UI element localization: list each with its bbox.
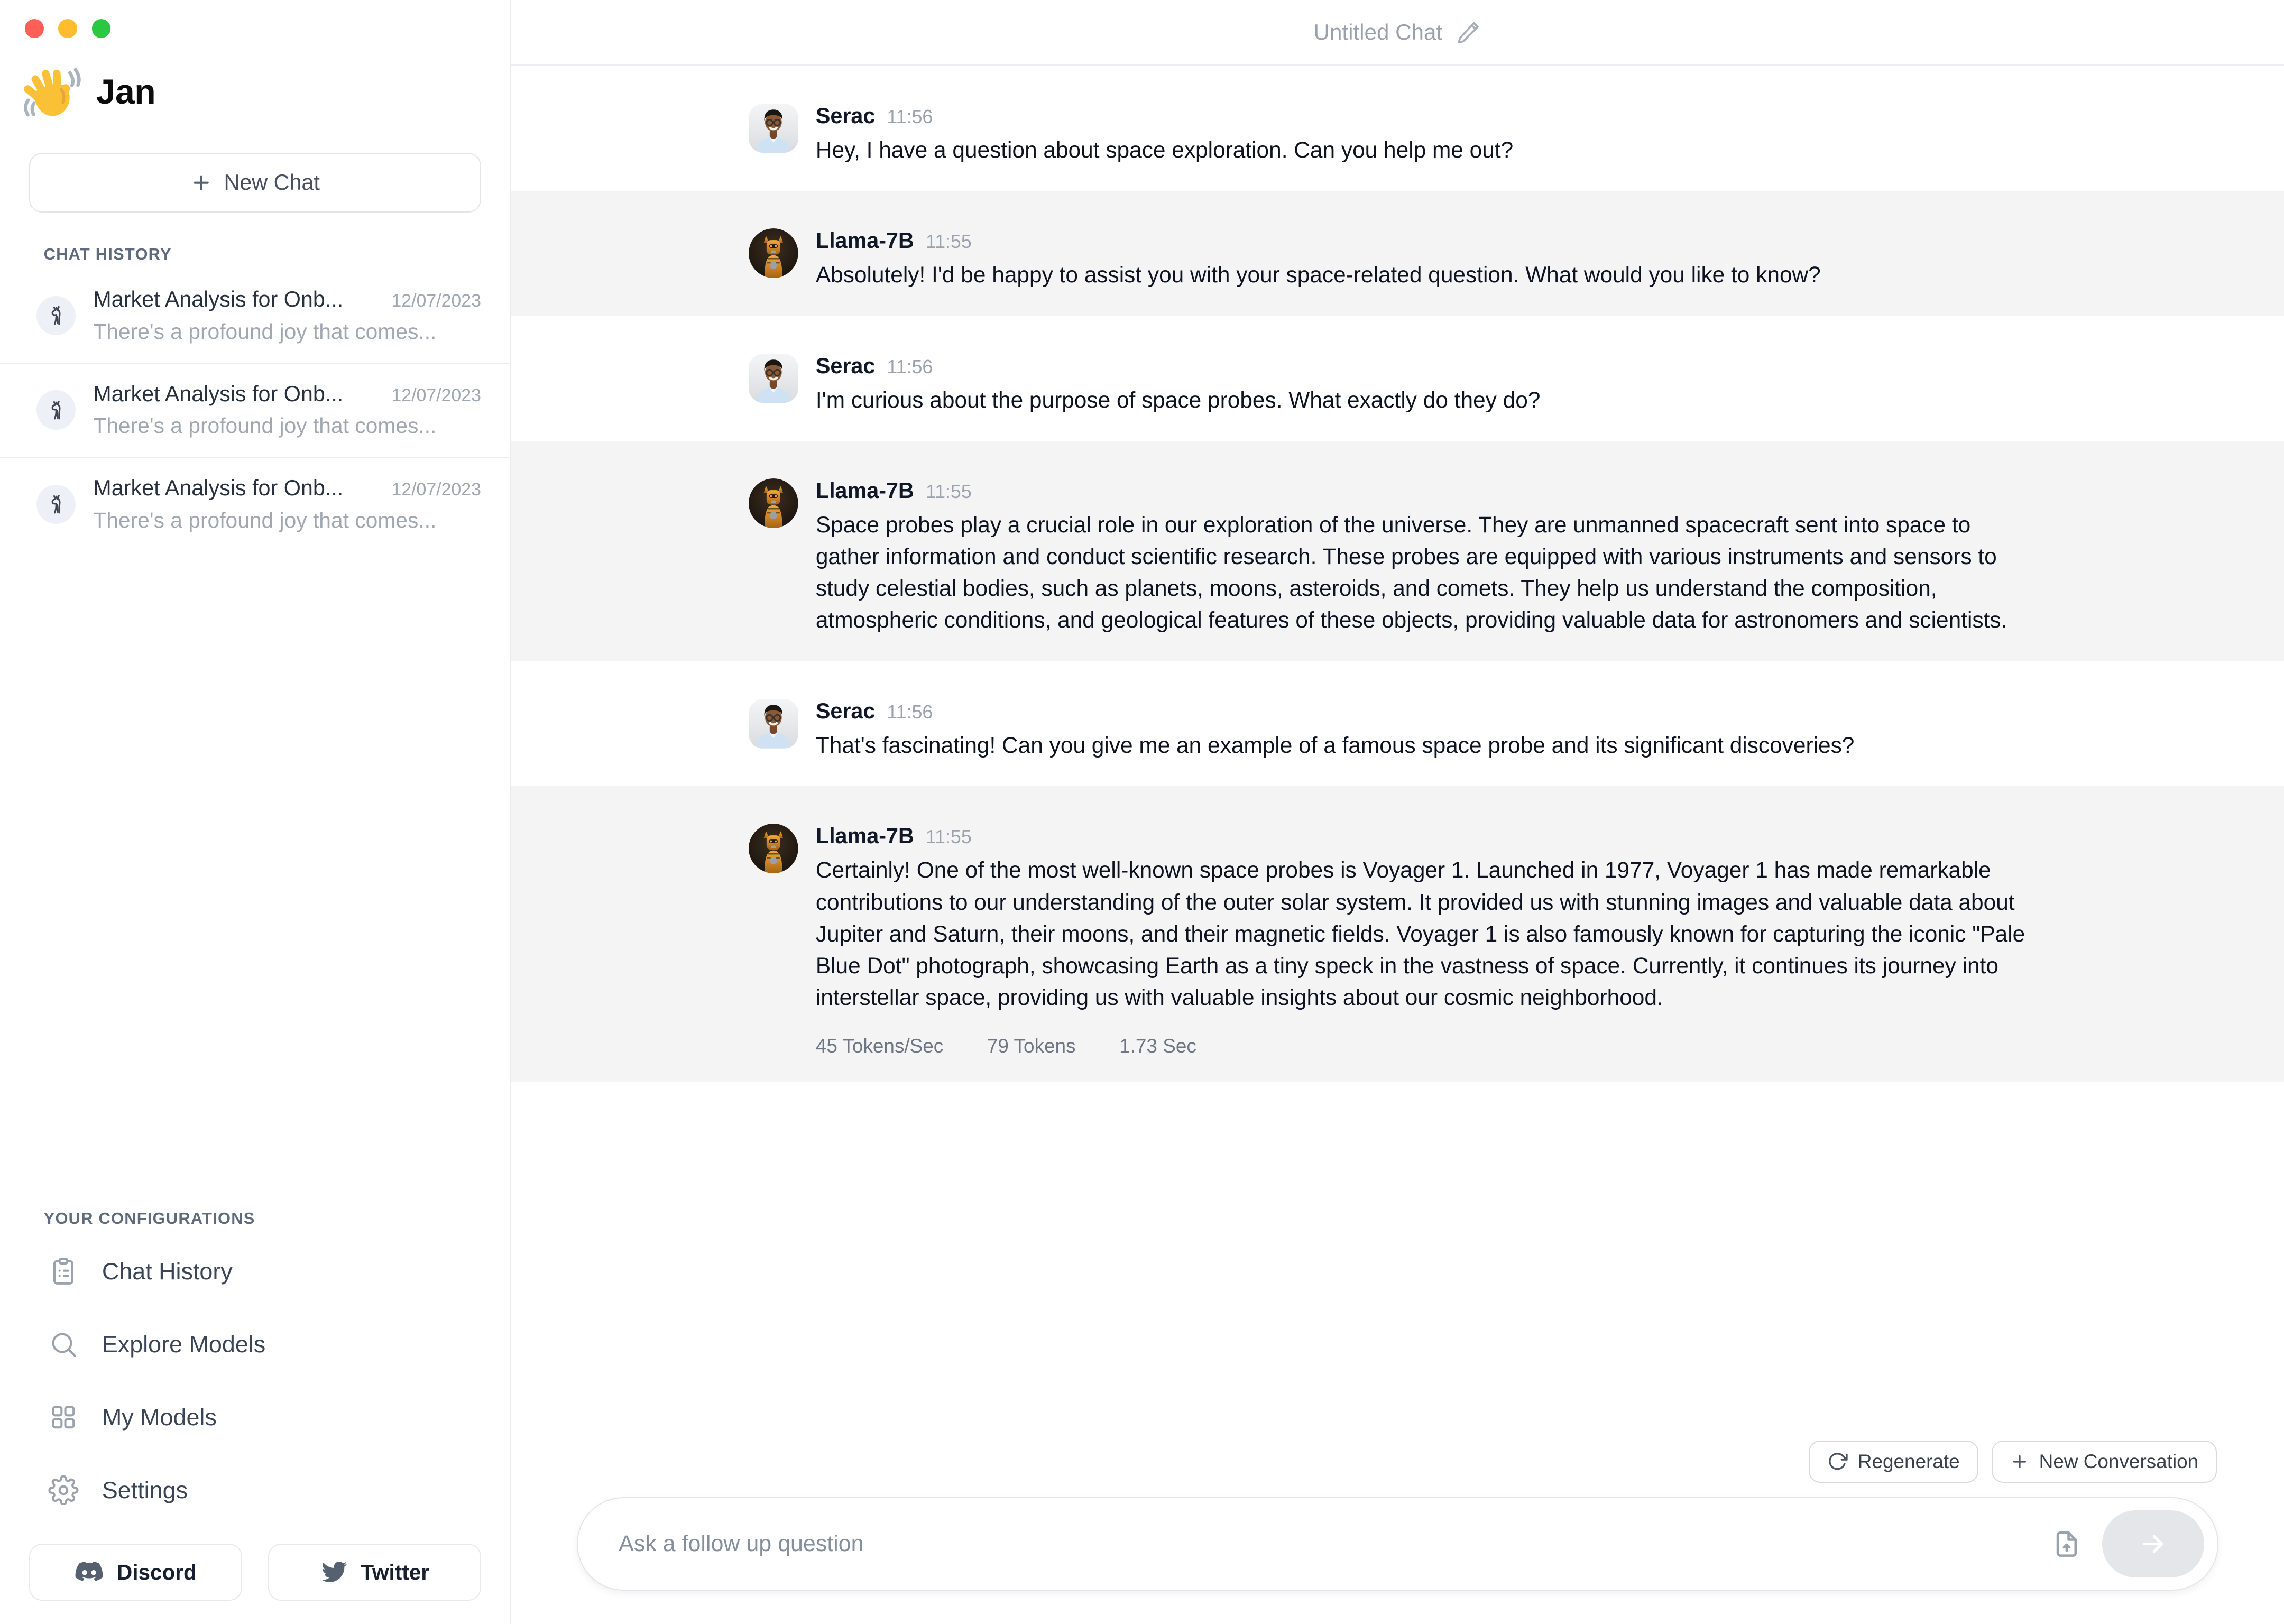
message-text: That's fascinating! Can you give me an example of a famous space probe and its significant discoveries? — [815, 732, 1855, 758]
serac-avatar — [749, 354, 798, 403]
gear-icon — [48, 1475, 79, 1506]
new-chat-button[interactable] — [29, 153, 481, 213]
message-row — [511, 191, 2284, 316]
sidebar — [0, 0, 511, 1624]
regenerate-label: Regenerate — [1857, 1450, 1960, 1472]
message-author: Serac — [815, 353, 876, 378]
generation-stats — [816, 1035, 2037, 1057]
send-button[interactable] — [2102, 1510, 2204, 1577]
minimize-window-button[interactable] — [58, 19, 77, 38]
sidebar-item-label: Settings — [102, 1476, 188, 1503]
llama-icon — [36, 296, 76, 335]
new-conversation-label: New Conversation — [2039, 1450, 2199, 1472]
message-time: 11:55 — [925, 481, 972, 503]
response-actions — [1809, 1441, 2217, 1483]
message-text: Absolutely! I'd be happy to assist you with your space-related question. What would you like to know? — [815, 262, 1821, 288]
chat-history-item[interactable] — [0, 458, 510, 552]
message-author: Llama-7B — [815, 478, 914, 503]
chat-history-item-title: Market Analysis for Onb... — [93, 287, 344, 311]
message-time: 11:56 — [887, 106, 933, 127]
attach-file-button[interactable] — [2051, 1529, 2082, 1560]
message-author: Serac — [815, 103, 876, 128]
serac-avatar — [749, 104, 798, 153]
edit-title-button[interactable] — [1456, 19, 1482, 45]
llama-7b-avatar — [749, 228, 798, 278]
configurations-section — [0, 1209, 510, 1527]
discord-icon — [75, 1561, 104, 1583]
app-name: Jan — [96, 72, 156, 112]
message-author: Llama-7B — [815, 824, 914, 848]
sidebar-item-chat-history[interactable] — [0, 1235, 510, 1308]
chat-history-item-date: 12/07/2023 — [391, 479, 481, 500]
chat-history-item-title: Market Analysis for Onb... — [93, 476, 344, 501]
clipboard-icon — [48, 1256, 79, 1287]
llama-icon — [36, 485, 76, 524]
twitter-icon — [320, 1558, 347, 1586]
message-row — [511, 441, 2284, 661]
chat-history-item-date: 12/07/2023 — [391, 385, 481, 405]
tokens-per-sec-stat: 45 Tokens/Sec — [815, 1035, 944, 1057]
message-text: I'm curious about the purpose of space probes. What exactly do they do? — [815, 387, 1541, 412]
message-row — [511, 316, 2284, 441]
chat-title: Untitled Chat — [1313, 19, 1443, 44]
message-text: Certainly! One of the most well-known space probes is Voyager 1. Launched in 1977, Voyager 1 has made remarkable contributions to our understanding of the outer solar system. It provided us with stunning images and valuable data about Jupiter and Saturn, their moons, and their magnetic fields. Voyager 1 is also famously known for capturing the iconic "Pale Blue Dot" photograph, showcasing Earth as a tiny speck in the vastness of space. Currently, it continues its journey into interstellar space, providing us with valuable insights about our cosmic neighborhood. — [815, 857, 2025, 1010]
discord-button[interactable] — [29, 1544, 242, 1600]
sidebar-item-explore-models[interactable] — [0, 1308, 510, 1381]
chat-header — [511, 0, 2284, 66]
message-row — [511, 661, 2284, 786]
chat-history-item-preview: There's a profound joy that comes... — [93, 413, 437, 438]
composer — [577, 1497, 2218, 1590]
discord-button-label: Discord — [116, 1560, 197, 1584]
chat-history-item-preview: There's a profound joy that comes... — [93, 319, 437, 344]
waving-hand-icon — [22, 61, 83, 123]
message-author: Serac — [815, 698, 876, 723]
sidebar-item-label: Explore Models — [102, 1331, 266, 1358]
message-time: 11:56 — [887, 701, 933, 723]
main-panel — [511, 0, 2284, 1624]
message-time: 11:55 — [925, 826, 972, 848]
llama-7b-avatar — [749, 824, 798, 873]
regenerate-button[interactable] — [1809, 1441, 1978, 1483]
regenerate-icon — [1827, 1451, 1848, 1472]
twitter-button-label: Twitter — [361, 1560, 430, 1584]
serac-avatar — [749, 699, 798, 749]
message-time: 11:55 — [925, 231, 972, 253]
plus-icon — [190, 172, 212, 193]
close-window-button[interactable] — [25, 19, 44, 38]
twitter-button[interactable] — [268, 1544, 481, 1600]
llama-7b-avatar — [749, 478, 798, 528]
sidebar-item-label: My Models — [102, 1403, 217, 1431]
message-author: Llama-7B — [815, 228, 914, 253]
file-upload-icon — [2051, 1529, 2082, 1560]
message-text: Space probes play a crucial role in our exploration of the universe. They are unmanned spacecraft sent into space to gather information and conduct scientific research. These probes are equipped with various instruments and sensors to study celestial bodies, such as planets, moons, asteroids, and comets. They help us understand the composition, atmospheric conditions, and geological features of these objects, providing valuable data for astronomers and scientists. — [815, 512, 2007, 633]
chat-history-item[interactable] — [0, 270, 510, 364]
chat-history-list — [0, 270, 510, 552]
grid-icon — [48, 1402, 79, 1433]
chat-history-header: CHAT HISTORY — [43, 244, 172, 263]
duration-stat: 1.73 Sec — [1119, 1035, 1196, 1057]
chat-history-item[interactable] — [0, 364, 510, 458]
message-text: Hey, I have a question about space exploration. Can you help me out? — [815, 137, 1514, 162]
chat-history-item-preview: There's a profound joy that comes... — [93, 508, 437, 532]
sidebar-footer — [0, 1526, 510, 1624]
sidebar-item-label: Chat History — [102, 1258, 233, 1285]
search-icon — [48, 1329, 79, 1360]
configurations-header: YOUR CONFIGURATIONS — [43, 1208, 255, 1228]
sidebar-item-my-models[interactable] — [0, 1381, 510, 1454]
new-chat-label: New Chat — [224, 170, 320, 195]
chat-history-item-date: 12/07/2023 — [391, 290, 481, 311]
message-row — [511, 66, 2284, 191]
sidebar-item-settings[interactable] — [0, 1454, 510, 1527]
chat-history-item-title: Market Analysis for Onb... — [93, 381, 344, 406]
follow-up-input[interactable] — [619, 1531, 2040, 1557]
message-time: 11:56 — [887, 356, 933, 377]
plus-icon — [2010, 1452, 2029, 1471]
app-logo — [22, 61, 510, 123]
llama-icon — [36, 390, 76, 429]
message-row — [511, 786, 2284, 1082]
tokens-stat: 79 Tokens — [987, 1035, 1076, 1057]
window-controls — [25, 19, 510, 38]
arrow-right-icon — [2139, 1529, 2168, 1558]
maximize-window-button[interactable] — [92, 19, 111, 38]
pencil-icon — [1456, 19, 1482, 45]
new-conversation-button[interactable] — [1992, 1441, 2217, 1483]
message-list — [511, 66, 2284, 1624]
